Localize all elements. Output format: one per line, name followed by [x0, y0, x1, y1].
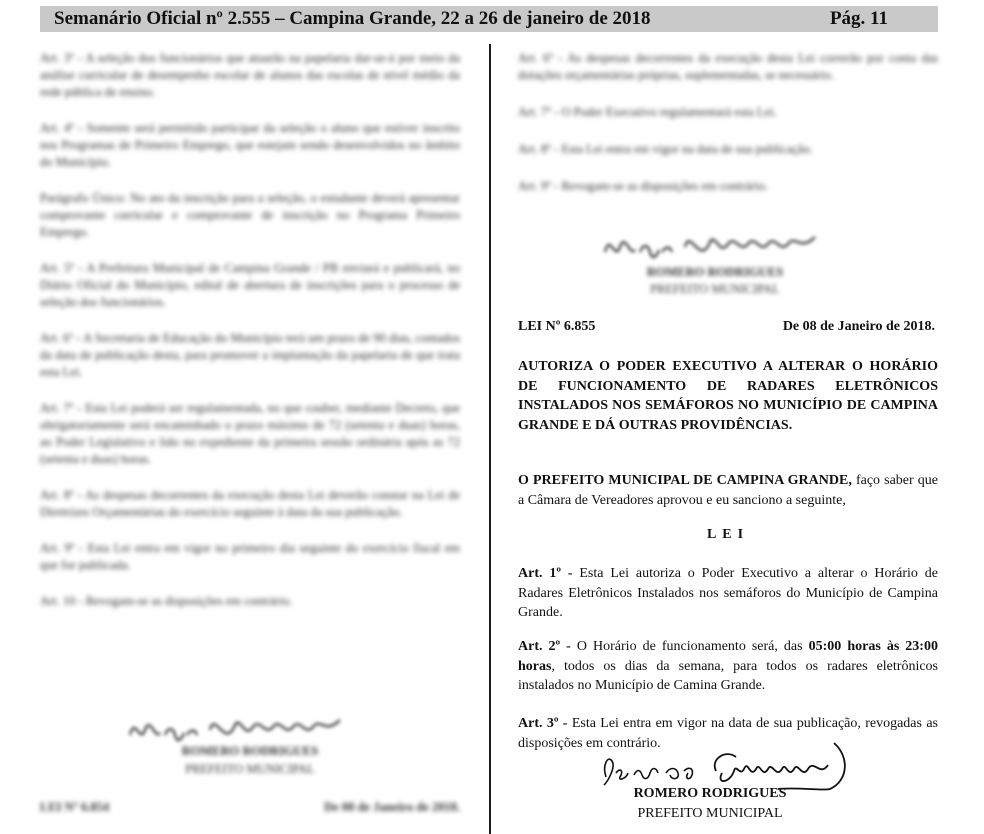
left-column	[40, 50, 460, 629]
signer-name: ROMERO RODRIGUES	[633, 786, 787, 801]
left-signature-role: PREFEITO MUNICIPAL	[185, 762, 315, 776]
law-date: De 08 de Janeiro de 2018.	[782, 319, 935, 334]
left-signature-name: ROMERO RODRIGUES	[181, 744, 319, 758]
left-paragraph: Art. 10 - Revogam-se as disposições em contrário.	[40, 594, 293, 608]
left-paragraph: Art. 6º - A Secretaria de Educação do Município terá um prazo de 90 dias, contados da data de publicação desta, para promover a implantação da papelaria de que trata esta Lei.	[40, 331, 460, 379]
article-1-label: Art. 1º -	[518, 566, 573, 581]
law-heading	[518, 319, 938, 335]
article-3-text: Esta Lei entra em vigor na data de sua publicação, revogadas as disposições em contrário.	[518, 716, 938, 751]
right-top-paragraph: Art. 6º - As despesas decorrentes da execução desta Lei correrão por conta das dotações orçamentárias próprias, suplementadas, se necessário.	[518, 51, 938, 82]
page-number: Pág. 11	[829, 8, 888, 29]
left-next-law-date: De 08 de Janeiro de 2018.	[324, 800, 460, 814]
article-3-label: Art. 3º -	[518, 716, 568, 731]
article-2-text-a: O Horário de funcionamento será, das	[570, 639, 809, 654]
lei-heading: LEI	[706, 527, 750, 542]
right-top-paragraph: Art. 7º - O Poder Executivo regulamentará esta Lei.	[518, 105, 777, 119]
signer-role: PREFEITO MUNICIPAL	[637, 806, 783, 821]
left-paragraph: Art. 7º - Esta Lei poderá ser regulamentada, no que couber, mediante Decreto, que obrigatoriamente será encaminhado o prazo máximo de 72 (setenta e duas) horas, ao Poder Legislativo e lido no expediente da primeira sessão ordinária após as 72 (setenta e duas) horas.	[40, 401, 460, 466]
right-top-signature-role: PREFEITO MUNICIPAL	[650, 282, 780, 296]
article-2-text-b: , todos os dias da semana, para todos os radares eletrônicos instalados no Município de Camina Grande.	[518, 658, 938, 693]
law-number: LEI Nº 6.855	[518, 319, 596, 334]
gazette-header	[40, 6, 938, 32]
article-2-hours: 05:00 horas às 23:00 horas	[518, 639, 938, 674]
article-2	[518, 637, 938, 696]
law-preamble	[518, 471, 938, 510]
left-paragraph: Art. 5º - A Prefeitura Municipal de Campina Grande / PB enviará e publicará, no Diário Oficial do Município, edital de abertura de inscrições para o processo de seleção dos funcionários.	[40, 261, 460, 309]
preamble-bold: O PREFEITO MUNICIPAL DE CAMPINA GRANDE,	[518, 473, 852, 488]
column-divider	[489, 44, 491, 834]
article-1-text: Esta Lei autoriza o Poder Executivo a alterar o Horário de Radares Eletrônicos Instalados nos semáforos do Município de Campina Grande.	[518, 566, 938, 620]
left-next-law-number: LEI Nº 6.854	[40, 800, 110, 814]
law-ementa: AUTORIZA O PODER EXECUTIVO A ALTERAR O HORÁRIO DE FUNCIONAMENTO DE RADARES ELETRÔNICOS INSTALADOS NOS SEMÁFOROS NO MUNICÍPIO DE CAMPINA GRANDE E DÁ OUTRAS PROVIDÊNCIAS.	[518, 359, 938, 433]
preamble-text: faço saber que a Câmara de Vereadores aprovou e eu sanciono a seguinte,	[518, 473, 938, 508]
left-paragraph: Art. 3º - A seleção dos funcionários que atuarão na papelaria dar-se-á por meio da análise curricular de desempenho escolar de alunos das escolas de nível médio da rede pública de ensino.	[40, 51, 460, 99]
left-next-law-heading	[40, 800, 460, 815]
mayor-signature-icon	[598, 737, 868, 792]
article-1	[518, 564, 938, 623]
right-top-signature-icon	[600, 222, 830, 267]
right-top-signature-name: ROMERO RODRIGUES	[646, 265, 784, 279]
article-2-label: Art. 2º -	[518, 639, 571, 654]
left-paragraph: Art. 9º - Esta Lei entra em vigor no primeiro dia seguinte do exercício fiscal em que for publicada.	[40, 541, 460, 572]
right-top-paragraph: Art. 8º - Esta Lei entra em vigor na data de sua publicação.	[518, 142, 813, 156]
left-paragraph: Art. 4º - Somente será permitido participar da seleção o aluno que estiver inscrito nos Programas de Primeiro Emprego, que estejam sendo desenvolvidos no âmbito do Município.	[40, 121, 460, 169]
left-paragraph: Art. 8º - As despesas decorrentes da execução desta Lei deverão constar na Lei de Diretrizes Orçamentárias do exercício seguinte à data da sua publicação.	[40, 488, 460, 519]
left-paragraph: Parágrafo Único: No ato da inscrição para a seleção, o estudante deverá apresentar comprovante curricular e comprovante de inscrição no Programa Primeiro Emprego.	[40, 191, 460, 239]
right-column-top	[518, 50, 938, 215]
right-top-paragraph: Art. 9º - Revogam-se as disposições em contrário.	[518, 179, 768, 193]
gazette-title: Semanário Oficial nº 2.555 – Campina Grande, 22 a 26 de janeiro de 2018	[54, 8, 651, 29]
